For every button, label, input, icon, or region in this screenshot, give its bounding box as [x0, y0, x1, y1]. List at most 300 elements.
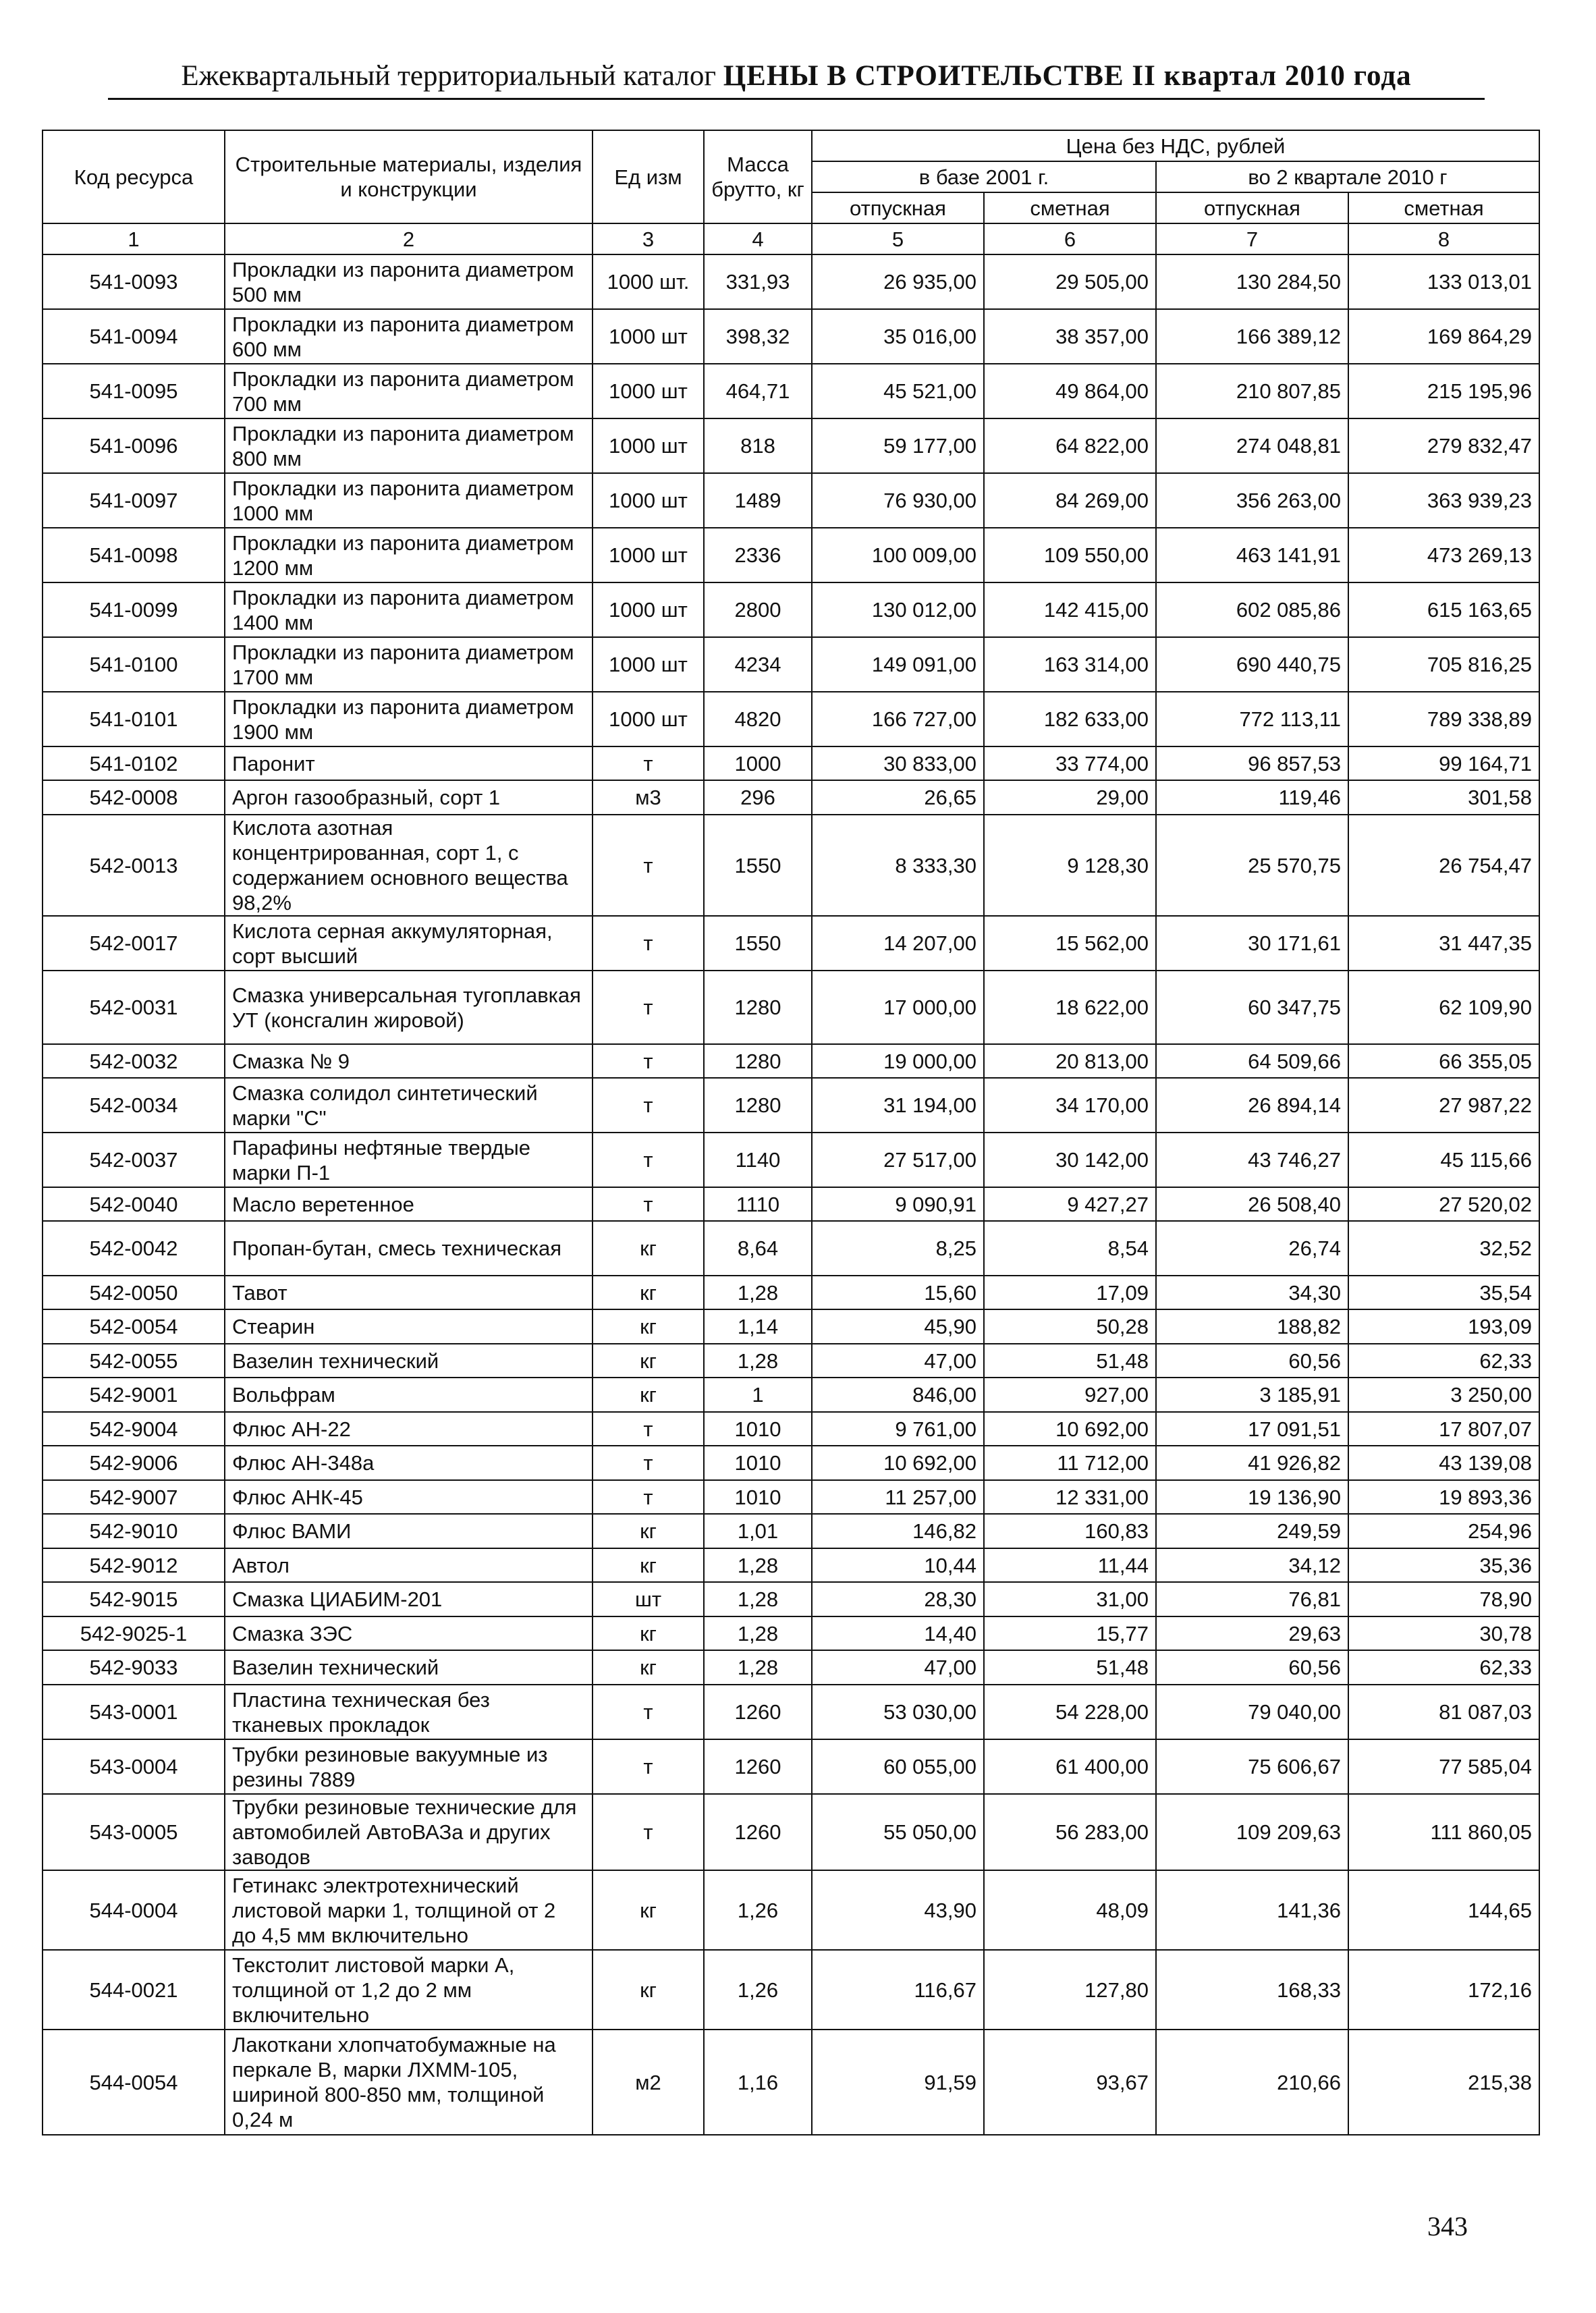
column-number: 7	[1156, 223, 1348, 254]
column-number: 6	[984, 223, 1156, 254]
gross-mass: 1,28	[704, 1548, 812, 1582]
price-base-smet: 160,83	[984, 1514, 1156, 1548]
price-base-otpusk: 10 692,00	[812, 1446, 984, 1480]
price-base-smet: 9 427,27	[984, 1187, 1156, 1221]
price-q2-smet: 26 754,47	[1348, 815, 1539, 916]
material-name: Стеарин	[225, 1309, 593, 1344]
price-base-otpusk: 14,40	[812, 1616, 984, 1650]
price-q2-otpusk: 26 894,14	[1156, 1078, 1348, 1133]
gross-mass: 818	[704, 418, 812, 473]
price-base-smet: 34 170,00	[984, 1078, 1156, 1133]
gross-mass: 1280	[704, 1078, 812, 1133]
resource-code: 542-0031	[43, 971, 225, 1044]
price-q2-otpusk: 119,46	[1156, 780, 1348, 815]
table-row	[43, 1650, 1539, 1685]
resource-code: 542-9012	[43, 1548, 225, 1582]
resource-code: 541-0094	[43, 309, 225, 364]
price-q2-smet: 133 013,01	[1348, 254, 1539, 309]
resource-code: 542-0032	[43, 1044, 225, 1078]
price-q2-smet: 27 987,22	[1348, 1078, 1539, 1133]
gross-mass: 1260	[704, 1794, 812, 1870]
resource-code: 541-0096	[43, 418, 225, 473]
price-base-smet: 56 283,00	[984, 1794, 1156, 1870]
table-row	[43, 1794, 1539, 1870]
price-base-smet: 61 400,00	[984, 1739, 1156, 1794]
price-q2-otpusk: 141,36	[1156, 1870, 1348, 1950]
price-base-otpusk: 19 000,00	[812, 1044, 984, 1078]
unit: т	[593, 1794, 704, 1870]
material-name: Парафины нефтяные твердые марки П-1	[225, 1133, 593, 1187]
material-name: Прокладки из паронита диаметром 1400 мм	[225, 582, 593, 637]
price-base-smet: 8,54	[984, 1221, 1156, 1276]
table-row	[43, 746, 1539, 780]
resource-code: 543-0004	[43, 1739, 225, 1794]
price-base-smet: 49 864,00	[984, 364, 1156, 418]
material-name: Тавот	[225, 1276, 593, 1309]
price-q2-smet: 17 807,07	[1348, 1412, 1539, 1446]
unit: т	[593, 1739, 704, 1794]
price-base-otpusk: 166 727,00	[812, 692, 984, 746]
price-q2-otpusk: 19 136,90	[1156, 1480, 1348, 1514]
table-row	[43, 1378, 1539, 1412]
table-row	[43, 815, 1539, 916]
price-base-otpusk: 91,59	[812, 2030, 984, 2135]
price-q2-smet: 99 164,71	[1348, 746, 1539, 780]
resource-code: 543-0005	[43, 1794, 225, 1870]
material-name: Прокладки из паронита диаметром 700 мм	[225, 364, 593, 418]
page-header	[108, 59, 1485, 100]
gross-mass: 1280	[704, 1044, 812, 1078]
resource-code: 541-0102	[43, 746, 225, 780]
column-numbers-row	[43, 223, 1539, 254]
table-row	[43, 1044, 1539, 1078]
table-row	[43, 692, 1539, 746]
material-name: Масло веретенное	[225, 1187, 593, 1221]
price-q2-otpusk: 3 185,91	[1156, 1378, 1348, 1412]
table-row	[43, 1309, 1539, 1344]
price-base-otpusk: 17 000,00	[812, 971, 984, 1044]
gross-mass: 1550	[704, 916, 812, 971]
col-price-group-header: Цена без НДС, рублей	[812, 130, 1539, 161]
price-base-smet: 12 331,00	[984, 1480, 1156, 1514]
price-q2-smet: 3 250,00	[1348, 1378, 1539, 1412]
unit: т	[593, 1187, 704, 1221]
price-q2-otpusk: 602 085,86	[1156, 582, 1348, 637]
price-base-smet: 30 142,00	[984, 1133, 1156, 1187]
gross-mass: 1,16	[704, 2030, 812, 2135]
unit: 1000 шт	[593, 364, 704, 418]
material-name: Аргон газообразный, сорт 1	[225, 780, 593, 815]
price-q2-smet: 30,78	[1348, 1616, 1539, 1650]
gross-mass: 1280	[704, 971, 812, 1044]
price-q2-otpusk: 210 807,85	[1156, 364, 1348, 418]
resource-code: 542-0040	[43, 1187, 225, 1221]
resource-code: 542-9004	[43, 1412, 225, 1446]
price-q2-otpusk: 60 347,75	[1156, 971, 1348, 1044]
price-q2-smet: 66 355,05	[1348, 1044, 1539, 1078]
price-base-smet: 93,67	[984, 2030, 1156, 2135]
price-q2-smet: 19 893,36	[1348, 1480, 1539, 1514]
price-base-otpusk: 59 177,00	[812, 418, 984, 473]
price-q2-smet: 43 139,08	[1348, 1446, 1539, 1480]
unit: т	[593, 1446, 704, 1480]
unit: т	[593, 1078, 704, 1133]
price-base-otpusk: 76 930,00	[812, 473, 984, 528]
gross-mass: 1489	[704, 473, 812, 528]
price-base-otpusk: 8 333,30	[812, 815, 984, 916]
table-row	[43, 637, 1539, 692]
material-name: Смазка ЗЭС	[225, 1616, 593, 1650]
price-q2-otpusk: 60,56	[1156, 1344, 1348, 1378]
unit: кг	[593, 1378, 704, 1412]
price-q2-smet: 215,38	[1348, 2030, 1539, 2135]
unit: кг	[593, 1548, 704, 1582]
material-name: Пропан-бутан, смесь техническая	[225, 1221, 593, 1276]
resource-code: 541-0097	[43, 473, 225, 528]
col-code-header: Код ресурса	[43, 130, 225, 223]
material-name: Прокладки из паронита диаметром 1000 мм	[225, 473, 593, 528]
price-q2-otpusk: 690 440,75	[1156, 637, 1348, 692]
column-number: 1	[43, 223, 225, 254]
unit: 1000 шт	[593, 418, 704, 473]
resource-code: 544-0021	[43, 1950, 225, 2030]
gross-mass: 2800	[704, 582, 812, 637]
gross-mass: 1000	[704, 746, 812, 780]
price-base-otpusk: 14 207,00	[812, 916, 984, 971]
material-name: Пластина техническая без тканевых прокладок	[225, 1685, 593, 1739]
price-q2-smet: 615 163,65	[1348, 582, 1539, 637]
resource-code: 542-0055	[43, 1344, 225, 1378]
price-q2-smet: 62,33	[1348, 1650, 1539, 1685]
price-q2-smet: 62,33	[1348, 1344, 1539, 1378]
price-q2-otpusk: 17 091,51	[1156, 1412, 1348, 1446]
resource-code: 541-0093	[43, 254, 225, 309]
unit: кг	[593, 1344, 704, 1378]
table-row	[43, 1221, 1539, 1276]
material-name: Вазелин технический	[225, 1344, 593, 1378]
column-number: 3	[593, 223, 704, 254]
resource-code: 544-0054	[43, 2030, 225, 2135]
gross-mass: 4234	[704, 637, 812, 692]
price-base-otpusk: 47,00	[812, 1344, 984, 1378]
price-q2-otpusk: 75 606,67	[1156, 1739, 1348, 1794]
unit: шт	[593, 1582, 704, 1616]
price-base-otpusk: 26 935,00	[812, 254, 984, 309]
col-name-header: Строительные материалы, изделия и конструкции	[225, 130, 593, 223]
gross-mass: 296	[704, 780, 812, 815]
price-q2-otpusk: 25 570,75	[1156, 815, 1348, 916]
price-base-otpusk: 149 091,00	[812, 637, 984, 692]
price-q2-smet: 193,09	[1348, 1309, 1539, 1344]
price-base-otpusk: 45,90	[812, 1309, 984, 1344]
price-base-otpusk: 15,60	[812, 1276, 984, 1309]
price-q2-smet: 301,58	[1348, 780, 1539, 815]
table-row	[43, 1548, 1539, 1582]
gross-mass: 1,28	[704, 1276, 812, 1309]
table-row	[43, 528, 1539, 582]
price-q2-otpusk: 210,66	[1156, 2030, 1348, 2135]
resource-code: 542-0008	[43, 780, 225, 815]
price-q2-smet: 144,65	[1348, 1870, 1539, 1950]
resource-code: 542-0034	[43, 1078, 225, 1133]
resource-code: 542-0037	[43, 1133, 225, 1187]
price-q2-smet: 705 816,25	[1348, 637, 1539, 692]
price-base-smet: 127,80	[984, 1950, 1156, 2030]
unit: 1000 шт.	[593, 254, 704, 309]
gross-mass: 8,64	[704, 1221, 812, 1276]
unit: 1000 шт	[593, 692, 704, 746]
unit: 1000 шт	[593, 637, 704, 692]
catalog-subtitle: ЦЕНЫ В СТРОИТЕЛЬСТВЕ II квартал 2010 года	[723, 60, 1412, 92]
table-row	[43, 1582, 1539, 1616]
price-base-smet: 9 128,30	[984, 815, 1156, 916]
resource-code: 542-9007	[43, 1480, 225, 1514]
price-base-otpusk: 35 016,00	[812, 309, 984, 364]
price-base-smet: 11 712,00	[984, 1446, 1156, 1480]
price-base-smet: 31,00	[984, 1582, 1156, 1616]
price-base-smet: 17,09	[984, 1276, 1156, 1309]
price-base-otpusk: 10,44	[812, 1548, 984, 1582]
col-q2-otpusk-header: отпускная	[1156, 192, 1348, 223]
price-q2-smet: 35,54	[1348, 1276, 1539, 1309]
material-name: Смазка универсальная тугоплавкая УТ (консгалин жировой)	[225, 971, 593, 1044]
price-q2-otpusk: 26,74	[1156, 1221, 1348, 1276]
price-base-otpusk: 55 050,00	[812, 1794, 984, 1870]
resource-code: 542-0017	[43, 916, 225, 971]
material-name: Флюс АН-348а	[225, 1446, 593, 1480]
material-name: Автол	[225, 1548, 593, 1582]
price-base-smet: 142 415,00	[984, 582, 1156, 637]
price-q2-otpusk: 26 508,40	[1156, 1187, 1348, 1221]
gross-mass: 1010	[704, 1480, 812, 1514]
material-name: Смазка № 9	[225, 1044, 593, 1078]
table-row	[43, 254, 1539, 309]
price-base-smet: 10 692,00	[984, 1412, 1156, 1446]
price-q2-smet: 35,36	[1348, 1548, 1539, 1582]
table-row	[43, 1133, 1539, 1187]
unit: т	[593, 916, 704, 971]
unit: кг	[593, 1309, 704, 1344]
resource-code: 542-0042	[43, 1221, 225, 1276]
table-row	[43, 1276, 1539, 1309]
col-base-otpusk-header: отпускная	[812, 192, 984, 223]
price-base-otpusk: 47,00	[812, 1650, 984, 1685]
price-base-otpusk: 30 833,00	[812, 746, 984, 780]
gross-mass: 2336	[704, 528, 812, 582]
resource-code: 542-9015	[43, 1582, 225, 1616]
gross-mass: 1010	[704, 1412, 812, 1446]
material-name: Смазка солидол синтетический марки "С"	[225, 1078, 593, 1133]
gross-mass: 1,14	[704, 1309, 812, 1344]
price-q2-otpusk: 249,59	[1156, 1514, 1348, 1548]
column-number: 4	[704, 223, 812, 254]
unit: т	[593, 746, 704, 780]
resource-code: 543-0001	[43, 1685, 225, 1739]
material-name: Прокладки из паронита диаметром 1200 мм	[225, 528, 593, 582]
table-row	[43, 1950, 1539, 2030]
gross-mass: 1	[704, 1378, 812, 1412]
material-name: Прокладки из паронита диаметром 600 мм	[225, 309, 593, 364]
table-header	[43, 130, 1539, 254]
price-base-otpusk: 9 090,91	[812, 1187, 984, 1221]
price-q2-smet: 215 195,96	[1348, 364, 1539, 418]
resource-code: 541-0101	[43, 692, 225, 746]
gross-mass: 1140	[704, 1133, 812, 1187]
unit: м2	[593, 2030, 704, 2135]
material-name: Прокладки из паронита диаметром 500 мм	[225, 254, 593, 309]
price-q2-otpusk: 274 048,81	[1156, 418, 1348, 473]
col-q2-smet-header: сметная	[1348, 192, 1539, 223]
resource-code: 544-0004	[43, 1870, 225, 1950]
material-name: Прокладки из паронита диаметром 1900 мм	[225, 692, 593, 746]
material-name: Паронит	[225, 746, 593, 780]
price-q2-smet: 81 087,03	[1348, 1685, 1539, 1739]
table-row	[43, 1685, 1539, 1739]
unit: т	[593, 971, 704, 1044]
table-row	[43, 1344, 1539, 1378]
price-base-otpusk: 130 012,00	[812, 582, 984, 637]
price-q2-smet: 77 585,04	[1348, 1739, 1539, 1794]
resource-code: 541-0100	[43, 637, 225, 692]
unit: кг	[593, 1221, 704, 1276]
unit: т	[593, 1133, 704, 1187]
unit: 1000 шт	[593, 309, 704, 364]
price-q2-smet: 78,90	[1348, 1582, 1539, 1616]
material-name: Вазелин технический	[225, 1650, 593, 1685]
resource-code: 542-9001	[43, 1378, 225, 1412]
price-base-otpusk: 846,00	[812, 1378, 984, 1412]
gross-mass: 1,28	[704, 1344, 812, 1378]
material-name: Кислота серная аккумуляторная, сорт высший	[225, 916, 593, 971]
material-name: Кислота азотная концентрированная, сорт 1, с содержанием основного вещества 98,2%	[225, 815, 593, 916]
price-q2-otpusk: 43 746,27	[1156, 1133, 1348, 1187]
resource-code: 542-9010	[43, 1514, 225, 1548]
price-q2-otpusk: 168,33	[1156, 1950, 1348, 2030]
price-base-otpusk: 53 030,00	[812, 1685, 984, 1739]
table-row	[43, 1187, 1539, 1221]
price-q2-smet: 31 447,35	[1348, 916, 1539, 971]
column-number: 8	[1348, 223, 1539, 254]
col-mass-header: Масса брутто, кг	[704, 130, 812, 223]
material-name: Флюс ВАМИ	[225, 1514, 593, 1548]
unit: 1000 шт	[593, 582, 704, 637]
table-row	[43, 364, 1539, 418]
table-row	[43, 1616, 1539, 1650]
unit: кг	[593, 1870, 704, 1950]
price-base-otpusk: 116,67	[812, 1950, 984, 2030]
price-base-smet: 182 633,00	[984, 692, 1156, 746]
price-base-smet: 51,48	[984, 1650, 1156, 1685]
material-name: Трубки резиновые технические для автомобилей АвтоВАЗа и других заводов	[225, 1794, 593, 1870]
price-base-smet: 927,00	[984, 1378, 1156, 1412]
table-row	[43, 1739, 1539, 1794]
table-body	[43, 254, 1539, 2135]
unit: м3	[593, 780, 704, 815]
price-base-otpusk: 11 257,00	[812, 1480, 984, 1514]
table-row	[43, 582, 1539, 637]
price-q2-smet: 45 115,66	[1348, 1133, 1539, 1187]
resource-code: 541-0098	[43, 528, 225, 582]
price-q2-otpusk: 96 857,53	[1156, 746, 1348, 780]
gross-mass: 1,28	[704, 1582, 812, 1616]
price-q2-smet: 27 520,02	[1348, 1187, 1539, 1221]
table-row	[43, 971, 1539, 1044]
table-row	[43, 1870, 1539, 1950]
price-q2-otpusk: 29,63	[1156, 1616, 1348, 1650]
price-q2-otpusk: 79 040,00	[1156, 1685, 1348, 1739]
gross-mass: 1,28	[704, 1650, 812, 1685]
price-base-smet: 29 505,00	[984, 254, 1156, 309]
material-name: Вольфрам	[225, 1378, 593, 1412]
col-base-2001-header: в базе 2001 г.	[812, 161, 1156, 192]
gross-mass: 331,93	[704, 254, 812, 309]
table-row	[43, 1514, 1539, 1548]
column-number: 2	[225, 223, 593, 254]
resource-code: 542-0050	[43, 1276, 225, 1309]
price-base-smet: 64 822,00	[984, 418, 1156, 473]
material-name: Гетинакс электротехнический листовой марки 1, толщиной от 2 до 4,5 мм включительно	[225, 1870, 593, 1950]
price-q2-otpusk: 188,82	[1156, 1309, 1348, 1344]
price-q2-otpusk: 166 389,12	[1156, 309, 1348, 364]
price-base-smet: 18 622,00	[984, 971, 1156, 1044]
price-q2-smet: 363 939,23	[1348, 473, 1539, 528]
price-q2-otpusk: 356 263,00	[1156, 473, 1348, 528]
gross-mass: 1,28	[704, 1616, 812, 1650]
price-q2-otpusk: 76,81	[1156, 1582, 1348, 1616]
price-base-otpusk: 100 009,00	[812, 528, 984, 582]
unit: т	[593, 1480, 704, 1514]
material-name: Текстолит листовой марки А, толщиной от 1,2 до 2 мм включительно	[225, 1950, 593, 2030]
price-q2-smet: 32,52	[1348, 1221, 1539, 1276]
price-q2-otpusk: 34,12	[1156, 1548, 1348, 1582]
col-unit-header: Ед изм	[593, 130, 704, 223]
resource-code: 542-9025-1	[43, 1616, 225, 1650]
price-q2-otpusk: 34,30	[1156, 1276, 1348, 1309]
gross-mass: 1,26	[704, 1870, 812, 1950]
unit: т	[593, 1685, 704, 1739]
price-base-otpusk: 60 055,00	[812, 1739, 984, 1794]
price-q2-otpusk: 64 509,66	[1156, 1044, 1348, 1078]
unit: кг	[593, 1950, 704, 2030]
price-base-otpusk: 146,82	[812, 1514, 984, 1548]
price-q2-smet: 473 269,13	[1348, 528, 1539, 582]
col-q2-2010-header: во 2 квартале 2010 г	[1156, 161, 1539, 192]
unit: кг	[593, 1514, 704, 1548]
table-row	[43, 309, 1539, 364]
table-row	[43, 1480, 1539, 1514]
price-base-otpusk: 27 517,00	[812, 1133, 984, 1187]
price-q2-smet: 62 109,90	[1348, 971, 1539, 1044]
price-base-smet: 84 269,00	[984, 473, 1156, 528]
price-q2-otpusk: 130 284,50	[1156, 254, 1348, 309]
price-q2-smet: 789 338,89	[1348, 692, 1539, 746]
price-base-otpusk: 8,25	[812, 1221, 984, 1276]
price-base-otpusk: 45 521,00	[812, 364, 984, 418]
gross-mass: 1010	[704, 1446, 812, 1480]
unit: кг	[593, 1276, 704, 1309]
material-name: Флюс АНК-45	[225, 1480, 593, 1514]
column-number: 5	[812, 223, 984, 254]
gross-mass: 464,71	[704, 364, 812, 418]
price-base-smet: 20 813,00	[984, 1044, 1156, 1078]
unit: т	[593, 1412, 704, 1446]
price-base-otpusk: 31 194,00	[812, 1078, 984, 1133]
resource-code: 542-0054	[43, 1309, 225, 1344]
unit: кг	[593, 1650, 704, 1685]
table-row	[43, 2030, 1539, 2135]
price-base-smet: 11,44	[984, 1548, 1156, 1582]
price-base-smet: 50,28	[984, 1309, 1156, 1344]
